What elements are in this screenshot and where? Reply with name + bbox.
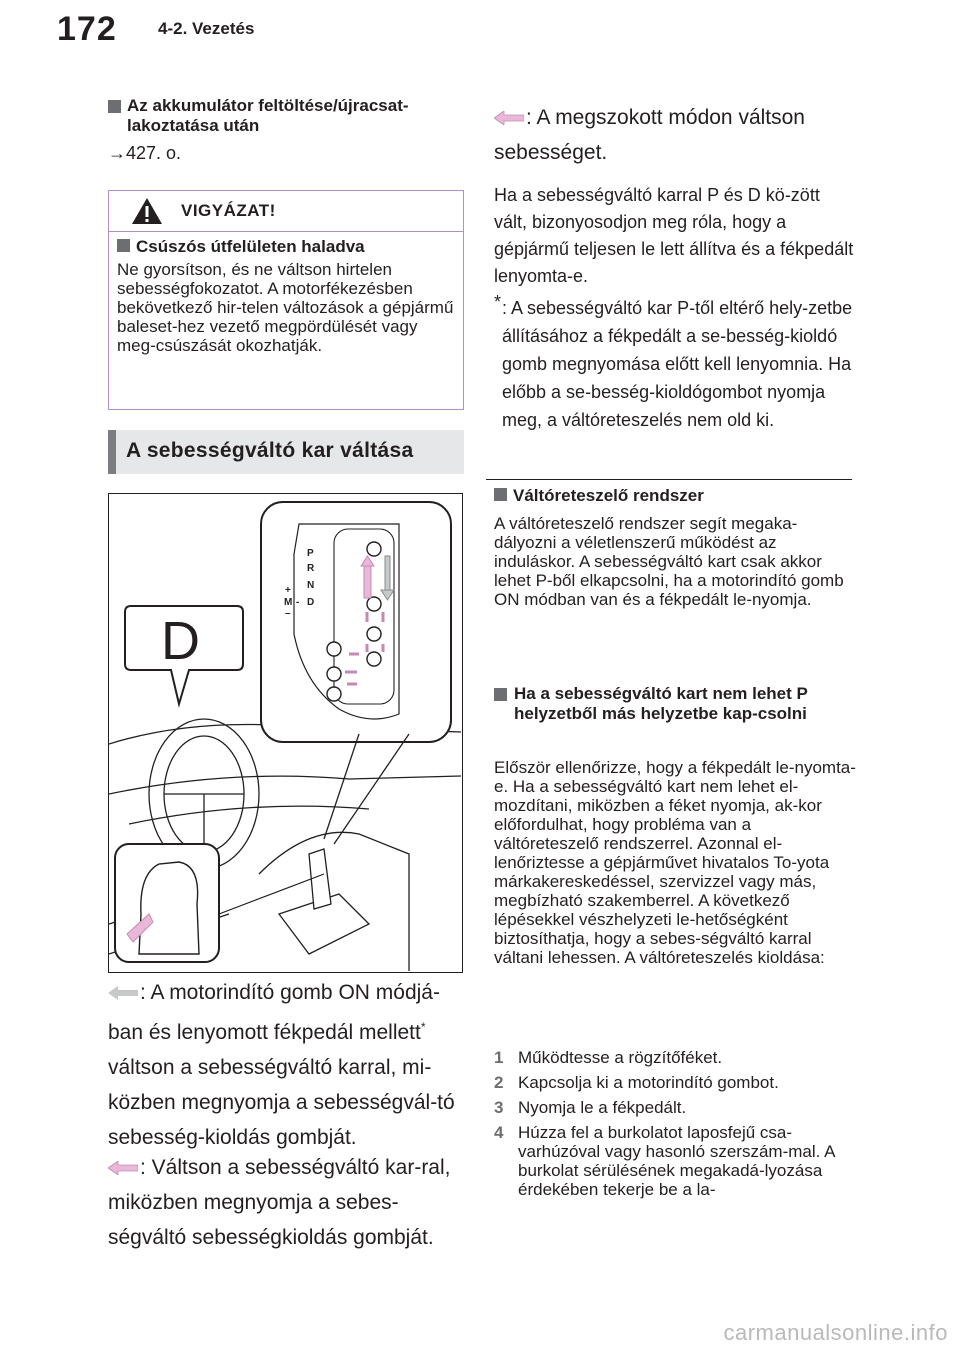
footnote-star: * (420, 1020, 426, 1034)
list-item (494, 1098, 856, 1117)
list-item (494, 1123, 856, 1199)
gate-label-d: D (307, 597, 315, 608)
watermark: carmanualsonline.info (723, 1320, 948, 1345)
caution-box (108, 190, 464, 410)
page-number: 172 (57, 10, 117, 48)
step-number: 4 (494, 1123, 504, 1142)
section-heading-text: A sebességváltó kar váltása (126, 439, 414, 462)
footnote-mark: * (494, 292, 502, 312)
stuck-heading (494, 684, 856, 724)
bullet-square (494, 488, 507, 501)
step-text: Húzza fel a burkolatot laposfejű csa-varhúzóval vagy hasonló szerszám-mal. A burkolat sérülésének megakadá-lyozása érdekében tekerje be a la- (518, 1123, 835, 1199)
step-text: Kapcsolja ki a motorindító gombot. (518, 1073, 779, 1092)
manual-label-m: M (284, 597, 293, 608)
normal-arrow-icon (494, 111, 524, 125)
lock-heading-text: Váltóreteszelő rendszer (513, 486, 704, 505)
pink-arrow-icon (108, 1161, 138, 1175)
section-heading (108, 430, 464, 474)
manual-label-minus: - (296, 597, 300, 608)
legend-normal-text: : A megszokott módon váltson sebességet. (494, 106, 805, 164)
charge-heading (108, 96, 468, 136)
legend-pink-text: : Váltson a sebességváltó kar-ral, miközben megnyomja a sebes-ségváltó sebességkioldás gombját. (108, 1156, 451, 1249)
bullet-square (108, 100, 121, 113)
lock-text: A váltóreteszelő rendszer segít megaka-dályozni a véletlenszerű működést az induláskor. A sebességváltó kart csak akkor lehet P-ből elkapcsolni, ha a motorindító gomb ON módban van és a fékpedált le-nyomja. (494, 514, 844, 609)
gray-arrow-icon (108, 986, 138, 1000)
caution-text: Ne gyorsítson, és ne váltson hirtelen sebességfokozatot. A motorfékezésben bekövetkező hir-telen változások a gépjármű baleset-hez vezető megpördülését vagy meg-csúszását okozhatják. (117, 260, 454, 355)
charge-heading-text: Az akkumulátor feltöltése/újracsat-lakoztatása után (127, 96, 409, 135)
footnote-text: : A sebességváltó kar P-től eltérő hely-zetbe állításához a fékpedált a se-besség-kioldó gomb megnyomása előtt kell lenyomnia. Ha előbb a se-besség-kioldógombot nyomja meg, a váltóreteszelés nem old ki. (502, 298, 853, 430)
legend-item-gray (108, 975, 470, 1155)
list-item (494, 1073, 856, 1092)
bullet-square (117, 239, 130, 252)
gate-label-p: P (307, 548, 314, 559)
selected-gear-label: D (161, 611, 200, 671)
gate-label-n: N (307, 580, 315, 591)
manual-label-plus: + (285, 585, 291, 596)
caution-subheading-text: Csúszós útfelületen haladva (136, 237, 365, 256)
step-number: 1 (494, 1048, 504, 1067)
step-number: 2 (494, 1073, 504, 1092)
legend-item-pink (108, 1150, 470, 1255)
shift-lever-drawing (109, 494, 461, 971)
bullet-square (494, 688, 507, 701)
caution-subheading (117, 237, 455, 256)
shift-lever-illustration (108, 493, 463, 973)
legend-item-normal (494, 100, 856, 170)
manual-label-minus2: – (285, 608, 291, 619)
steps-list (494, 1048, 856, 1199)
stuck-heading-text: Ha a sebességváltó kart nem lehet P helyzetből más helyzetbe kap-csolni (514, 684, 808, 723)
step-text: Nyomja le a fékpedált. (518, 1098, 687, 1117)
charge-reference: →427. o. (108, 143, 182, 163)
footnote (494, 294, 856, 434)
section-title: 4-2. Vezetés (158, 19, 255, 38)
lock-heading (494, 486, 856, 505)
stuck-text: Először ellenőrizze, hogy a fékpedált le-nyomta-e. Ha a sebességváltó kart nem lehet el-mozdítani, miközben a féket nyomja, ak-kor előfordulhat, hogy probléma van a váltóreteszelő rendszerrel. Azonnal el-lenőriztesse a gépjárművet hivatalos To-yota márkakereskedéssel, szervizzel vagy más, megbízható szakemberrel. A következő lépésekkel vészhelyzeti le-hetőségként biztosíthatja, hogy a sebes-ségváltó karral váltani lehessen. A váltóreteszelés kioldása: (494, 758, 856, 967)
step-text: Működtesse a rögzítőféket. (518, 1048, 723, 1067)
divider (486, 479, 852, 480)
gate-label-r: R (307, 563, 315, 574)
caution-title: VIGYÁZAT! (181, 201, 276, 220)
legend-gray-text-rest: váltson a sebességváltó karral, mi-közben megnyomja a sebességvál-tó sebesség-kioldás gombját. (108, 1056, 455, 1149)
step-number: 3 (494, 1098, 504, 1117)
warning-icon (131, 197, 163, 225)
legend-gray-text: : A motorindító gomb ON módjá-ban és lenyomott fékpedál mellett (108, 981, 440, 1044)
list-item (494, 1048, 856, 1067)
caution-header (109, 191, 463, 232)
p-d-text: Ha a sebességváltó karral P és D kö-zött vált, bizonyosodjon meg róla, hogy a gépjármű teljesen le lett állítva és a fékpedált lenyomta-e. (494, 185, 854, 286)
